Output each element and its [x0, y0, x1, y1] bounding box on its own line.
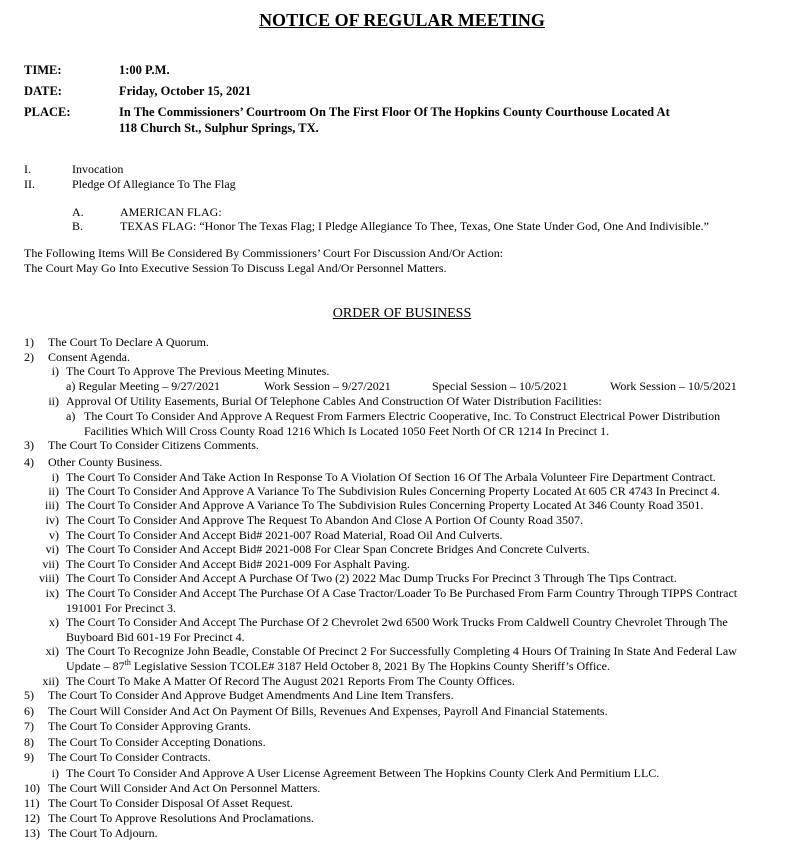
intro-line-2: The Court May Go Into Executive Session To Discuss Legal And/Or Personnel Matters.: [24, 261, 447, 275]
item-number: 12): [24, 811, 40, 825]
subitem-text: The Court To Consider And Approve The Request To Abandon And Close A Portion Of County Road 3507.: [66, 513, 583, 527]
item-number: 8): [24, 735, 34, 749]
subitem-number: ix): [45, 586, 59, 600]
subitem-number: iv): [45, 513, 59, 527]
subitem-text-cont: 191001 For Precinct 3.: [66, 601, 176, 615]
subsubitem-letter: a): [66, 409, 76, 423]
ordinal-suffix: th: [124, 658, 131, 667]
subitem-number: xi): [45, 644, 59, 658]
item-text: The Court Will Consider And Act On Personnel Matters.: [48, 781, 321, 795]
item-number: 4): [24, 455, 34, 469]
update-text: Update – 87: [66, 659, 125, 673]
item-text: The Court To Approve Resolutions And Proclamations.: [48, 811, 314, 825]
pledge-a-letter: A.: [72, 205, 84, 219]
place-label: PLACE:: [24, 105, 71, 119]
item-number: 13): [24, 826, 40, 840]
subitem-text-cont: Buyboard Bid 601-19 For Precinct 4.: [66, 630, 245, 644]
subitem-text: The Court To Consider And Accept Bid# 2021-009 For Asphalt Paving.: [66, 557, 410, 571]
item-text: The Court To Consider Contracts.: [48, 750, 211, 764]
item-text: The Court To Declare A Quorum.: [48, 335, 209, 349]
item-text: The Court To Adjourn.: [48, 826, 158, 840]
subitem-text: The Court To Consider And Accept The Purchase Of 2 Chevrolet 2wd 6500 Work Trucks From Caldwell Country Chevrolet Through The: [66, 615, 728, 629]
subitem-text: The Court To Consider And Accept A Purchase Of Two (2) 2022 Mac Dump Trucks For Precinct 3 Through The Tips Contract.: [66, 571, 677, 585]
item-text: The Court To Consider Citizens Comments.: [48, 438, 259, 452]
time-value: 1:00 P.M.: [119, 63, 170, 77]
subitem-number: vii): [42, 557, 59, 571]
item-text: The Court To Consider Approving Grants.: [48, 719, 251, 733]
item-number: 3): [24, 438, 34, 452]
subitem-text: The Court To Consider And Accept The Purchase Of A Case Tractor/Loader To Be Purchased From Farm Country Through TIPPS Contract: [66, 586, 738, 600]
pledge-american-flag: AMERICAN FLAG:: [120, 205, 222, 219]
subitem-text: The Court To Consider And Approve A User License Agreement Between The Hopkins County Clerk And Permitium LLC.: [66, 766, 660, 780]
item-text: The Court To Consider Accepting Donations.: [48, 735, 266, 749]
minutes-work-session-1: Work Session – 9/27/2021: [264, 379, 391, 393]
subitem-number: viii): [39, 571, 59, 585]
order-of-business-heading: ORDER OF BUSINESS: [332, 306, 472, 321]
place-line-1: In The Commissioners’ Courtroom On The First Floor Of The Hopkins County Courthouse Located At: [119, 105, 670, 119]
item-number: 11): [24, 796, 40, 810]
item-number: 5): [24, 688, 34, 702]
subitem-text: The Court To Consider And Take Action In Response To A Violation Of Section 16 Of The Arbala Volunteer Fire Department Contract.: [66, 470, 716, 484]
date-label: DATE:: [24, 84, 62, 98]
item-number: 1): [24, 335, 34, 349]
place-line-2: 118 Church St., Sulphur Springs, TX.: [119, 121, 319, 135]
item-text: The Court Will Consider And Act On Payment Of Bills, Revenues And Expenses, Payroll And Financial Statements.: [48, 704, 608, 718]
subitem-number: vi): [45, 542, 59, 556]
subitem-number: v): [49, 528, 59, 542]
page-title: NOTICE OF REGULAR MEETING: [259, 10, 545, 30]
subitem-text: The Court To Make A Matter Of Record The August 2021 Reports From The County Offices.: [66, 674, 515, 688]
subitem-number: iii): [45, 498, 59, 512]
subitem-text: The Court To Consider And Accept Bid# 2021-007 Road Material, Road Oil And Culverts.: [66, 528, 503, 542]
intro-line-1: The Following Items Will Be Considered By Commissioners’ Court For Discussion And/Or Action:: [24, 246, 504, 260]
item-number: 10): [24, 781, 40, 795]
minutes-regular-meeting: a) Regular Meeting – 9/27/2021: [66, 379, 220, 393]
subitem-text-cont: [66, 659, 610, 674]
pledge-texas-flag: TEXAS FLAG: “Honor The Texas Flag; I Pledge Allegiance To Thee, Texas, One State Under God, One And Indivisible.”: [120, 219, 709, 233]
item-number: 7): [24, 719, 34, 733]
subsubitem-text-cont: Facilities Which Will Cross County Road 1216 Which Is Located 1050 Feet North Of CR 1214 In Precinct 1.: [84, 424, 610, 438]
opening-i-number: I.: [24, 162, 31, 176]
item-text: The Court To Consider Disposal Of Asset Request.: [48, 796, 293, 810]
subitem-text: The Court To Approve The Previous Meeting Minutes.: [66, 364, 330, 378]
item-text: The Court To Consider And Approve Budget Amendments And Line Item Transfers.: [48, 688, 454, 702]
subitem-text: Approval Of Utility Easements, Burial Of Telephone Cables And Construction Of Water Distribution Facilities:: [66, 394, 602, 408]
subitem-number: ii): [48, 484, 59, 498]
subitem-number: ii): [48, 394, 59, 408]
opening-invocation: Invocation: [72, 162, 124, 176]
opening-pledge: Pledge Of Allegiance To The Flag: [72, 177, 236, 191]
date-value: Friday, October 15, 2021: [119, 84, 252, 98]
item-number: 6): [24, 704, 34, 718]
item-number: 9): [24, 750, 34, 764]
subitem-number: x): [49, 615, 59, 629]
subitem-text: The Court To Consider And Approve A Variance To The Subdivision Rules Concerning Property Located At 605 CR 4743 In Precinct 4.: [66, 484, 721, 498]
minutes-work-session-2: Work Session – 10/5/2021: [610, 379, 737, 393]
pledge-b-letter: B.: [72, 219, 84, 233]
subitem-text: The Court To Recognize John Beadle, Constable Of Precinct 2 For Successfully Completing 4 Hours Of Training In State And Federal Law: [66, 644, 737, 658]
opening-ii-number: II.: [24, 177, 35, 191]
item-text: Other County Business.: [48, 455, 163, 469]
subitem-number: i): [51, 364, 59, 378]
time-label: TIME:: [24, 63, 62, 77]
subitem-text: The Court To Consider And Accept Bid# 2021-008 For Clear Span Concrete Bridges And Concrete Culverts.: [66, 542, 590, 556]
subitem-text: The Court To Consider And Approve A Variance To The Subdivision Rules Concerning Property Located At 346 County Road 3501.: [66, 498, 704, 512]
item-number: 2): [24, 350, 34, 364]
minutes-special-session: Special Session – 10/5/2021: [432, 379, 568, 393]
item-text: Consent Agenda.: [48, 350, 130, 364]
subsubitem-text: The Court To Consider And Approve A Request From Farmers Electric Cooperative, Inc. To Construct Electrical Power Distribution: [84, 409, 721, 423]
legislative-session-text: Legislative Session TCOLE# 3187 Held October 8, 2021 By The Hopkins County Sheriff’s Office.: [130, 659, 610, 673]
subitem-number: xii): [42, 674, 59, 688]
subitem-number: i): [51, 470, 59, 484]
subitem-number: i): [51, 766, 59, 780]
